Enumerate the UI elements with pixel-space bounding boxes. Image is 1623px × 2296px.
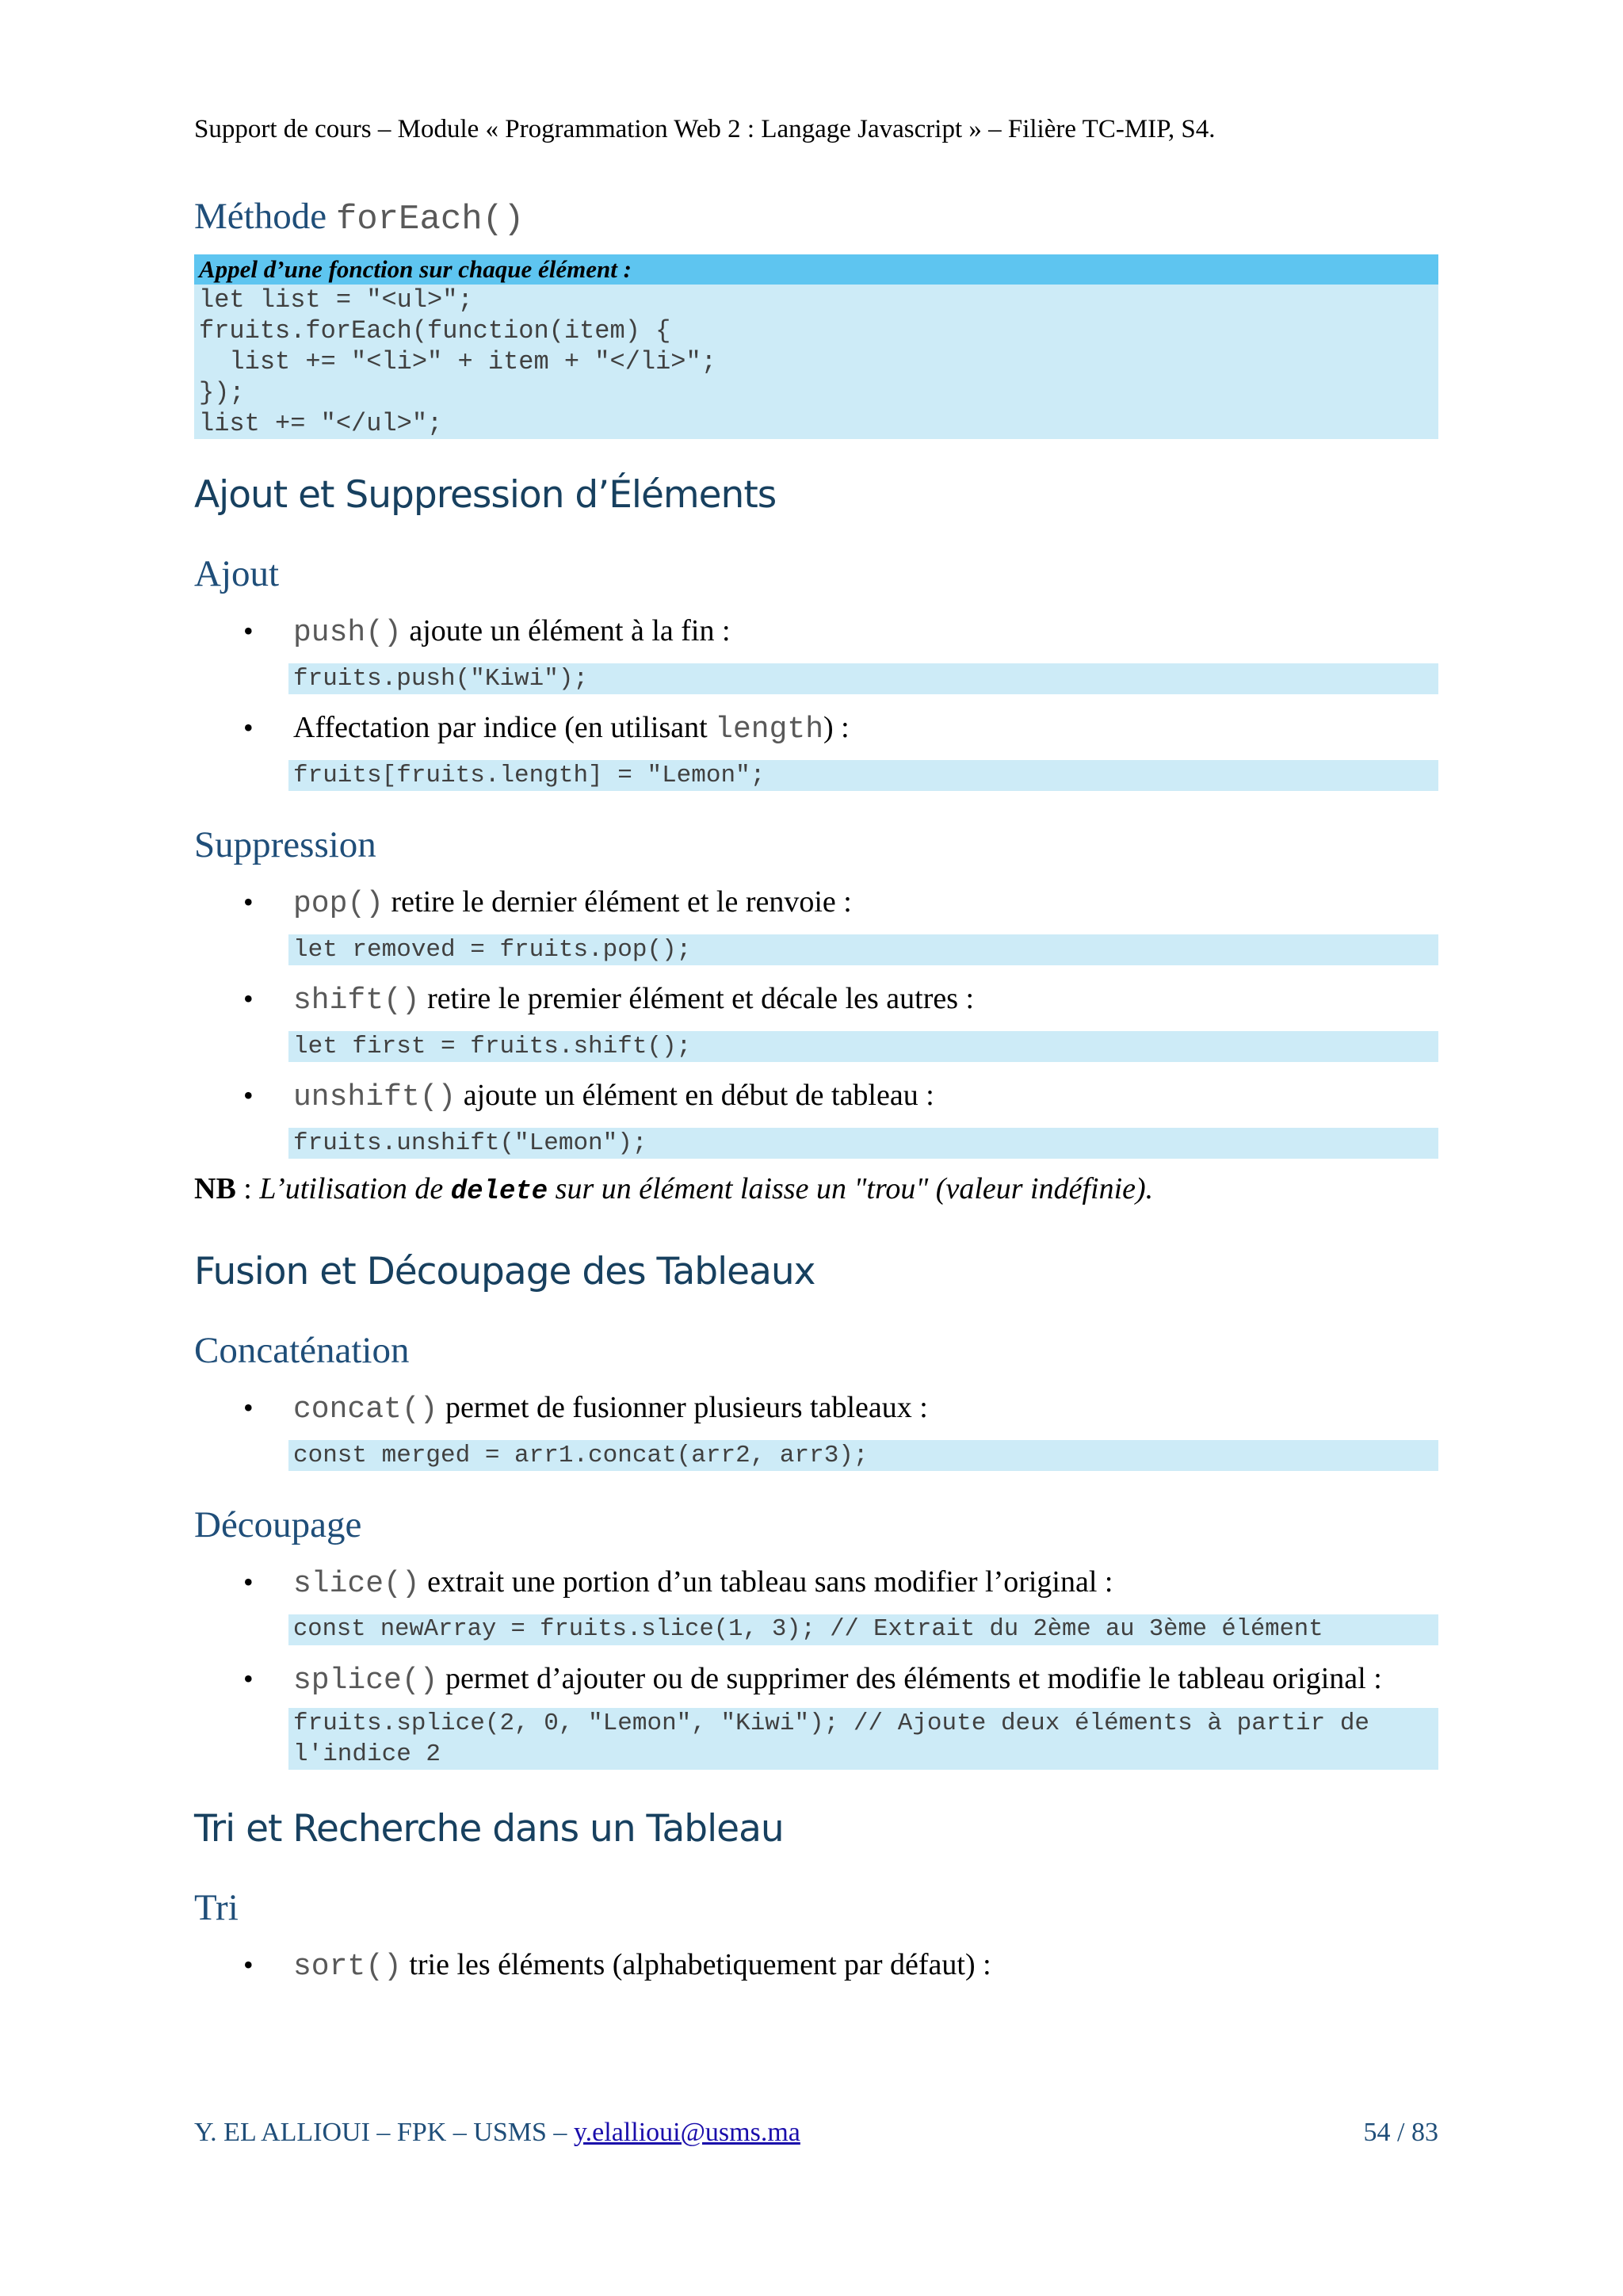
page-number: 54 / 83 bbox=[1363, 2118, 1438, 2147]
nb-text-1: L’utilisation de bbox=[259, 1172, 451, 1205]
concat-bullet bbox=[194, 1387, 1438, 1431]
foreach-heading-text: Méthode bbox=[194, 196, 336, 237]
tri-heading: Tri bbox=[194, 1887, 239, 1928]
page-content bbox=[194, 182, 1438, 1988]
foreach-heading bbox=[194, 194, 1438, 242]
sort-heading: Tri et Recherche dans un Tableau bbox=[194, 1807, 784, 1851]
page-header: Support de cours – Module « Programmation Web 2 : Langage Javascript » – Filière TC-MIP, S4. bbox=[194, 115, 1216, 143]
ajout-heading: Ajout bbox=[194, 553, 280, 594]
concat-text: permet de fusionner plusieurs tableaux : bbox=[437, 1391, 928, 1424]
foreach-code-block bbox=[194, 254, 1438, 439]
pop-example: let removed = fruits.pop(); bbox=[288, 934, 1438, 965]
nb-text-2: sur un élément laisse un "trou" (valeur indéfinie). bbox=[548, 1172, 1154, 1205]
code-line: list += "<li>" + item + "</li>"; bbox=[199, 347, 716, 376]
index-text-1: Affectation par indice (en utilisant bbox=[293, 711, 716, 744]
pop-code: pop() bbox=[293, 887, 384, 921]
slice-bullet bbox=[194, 1561, 1438, 1605]
shift-bullet bbox=[194, 978, 1438, 1022]
shift-text: retire le premier élément et décale les autres : bbox=[419, 982, 975, 1015]
shift-code: shift() bbox=[293, 984, 420, 1018]
index-code: length bbox=[715, 712, 823, 747]
index-example: fruits[fruits.length] = "Lemon"; bbox=[288, 760, 1438, 791]
concat-code: concat() bbox=[293, 1392, 438, 1427]
unshift-example: fruits.unshift("Lemon"); bbox=[288, 1128, 1438, 1159]
code-line: list += "</ul>"; bbox=[199, 409, 443, 438]
foreach-heading-code: forEach() bbox=[335, 200, 525, 239]
slice-example: const newArray = fruits.slice(1, 3); // Extrait du 2ème au 3ème élément bbox=[288, 1614, 1438, 1645]
pop-text: retire le dernier élément et le renvoie : bbox=[384, 885, 852, 919]
code-line: fruits.forEach(function(item) { bbox=[199, 316, 671, 346]
concat-heading: Concaténation bbox=[194, 1330, 410, 1371]
index-bullet bbox=[194, 707, 1438, 751]
nb-sep: : bbox=[235, 1172, 260, 1205]
sort-text: trie les éléments (alphabetiquement par défaut) : bbox=[401, 1948, 991, 1981]
unshift-text: ajoute un élément en début de tableau : bbox=[456, 1079, 934, 1112]
push-bullet bbox=[194, 610, 1438, 654]
slice-code: slice() bbox=[293, 1567, 420, 1601]
code-line: }); bbox=[199, 378, 245, 407]
unshift-bullet bbox=[194, 1075, 1438, 1118]
footer-author: Y. EL ALLIOUI – FPK – USMS – bbox=[194, 2118, 574, 2147]
foreach-code-caption: Appel d’une fonction sur chaque élément : bbox=[194, 254, 1438, 285]
code-line: let list = "<ul>"; bbox=[199, 285, 473, 315]
page-footer bbox=[194, 2116, 1438, 2149]
sort-code: sort() bbox=[293, 1950, 402, 1984]
push-example: fruits.push("Kiwi"); bbox=[288, 663, 1438, 694]
pop-bullet bbox=[194, 881, 1438, 925]
merge-heading: Fusion et Découpage des Tableaux bbox=[194, 1250, 815, 1293]
shift-example: let first = fruits.shift(); bbox=[288, 1031, 1438, 1062]
sort-bullet bbox=[194, 1944, 1438, 1988]
splice-text: permet d’ajouter ou de supprimer des éléments et modifie le tableau original : bbox=[437, 1662, 1382, 1695]
push-code: push() bbox=[293, 616, 402, 650]
suppression-heading: Suppression bbox=[194, 824, 376, 865]
splice-example: fruits.splice(2, 0, "Lemon", "Kiwi"); // Ajoute deux éléments à partir de l'indice 2 bbox=[288, 1708, 1438, 1770]
concat-example: const merged = arr1.concat(arr2, arr3); bbox=[288, 1440, 1438, 1471]
push-text: ajoute un élément à la fin : bbox=[401, 614, 731, 648]
index-text-2: ) : bbox=[823, 711, 850, 744]
splice-code: splice() bbox=[293, 1664, 438, 1698]
unshift-code: unshift() bbox=[293, 1080, 456, 1114]
nb-note bbox=[194, 1168, 1438, 1213]
footer-email-link[interactable]: y.elallioui@usms.ma bbox=[573, 2118, 800, 2147]
nb-label: NB bbox=[194, 1172, 236, 1205]
add-remove-heading: Ajout et Suppression d’Éléments bbox=[194, 473, 777, 517]
slice-text: extrait une portion d’un tableau sans modifier l’original : bbox=[419, 1565, 1113, 1599]
decoupage-heading: Découpage bbox=[194, 1504, 362, 1545]
nb-keyword: delete bbox=[450, 1177, 548, 1207]
splice-bullet bbox=[194, 1658, 1438, 1702]
